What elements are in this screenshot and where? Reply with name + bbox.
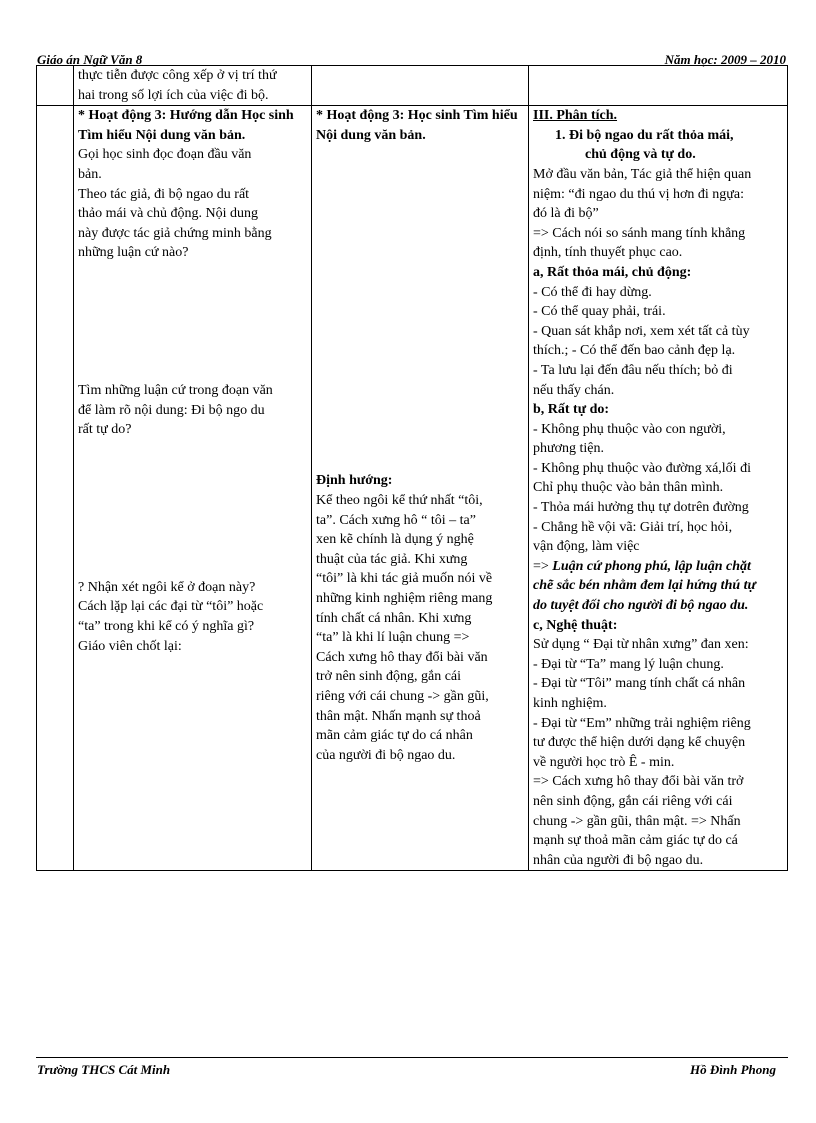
text-line: - Ta lưu lại đến đâu nếu thích; bỏ đi [533, 362, 733, 378]
text-line: “ta” trong khi kể có ý nghĩa gì? [78, 618, 255, 634]
conclusion-text: do tuyệt đối cho người đi bộ ngao du. [533, 598, 749, 614]
text-line: nên sinh động, gắn cái riêng với cái [533, 793, 733, 809]
header-left: Giáo án Ngữ Văn 8 [37, 52, 143, 67]
text-line: - Chẳng hề vội vã: Giải trí, học hỏi, [533, 519, 733, 535]
text-line: => Cách xưng hô thay đổi bài văn trở [533, 774, 744, 790]
footer-right: Hồ Đình Phong [690, 1062, 776, 1077]
text-line: để làm rõ nội dung: Đi bộ ngo du [78, 402, 265, 418]
margin-cell [37, 106, 74, 871]
text-line: - Thỏa mái hưởng thụ tự dotrên đường [533, 500, 749, 516]
text-line: Tìm những luận cứ trong đoạn văn [78, 382, 273, 398]
subsection-title-cont: chủ động và tự do. [585, 147, 696, 163]
conclusion-text: chẽ sắc bén nhằm đem lại hứng thú tự [533, 578, 756, 594]
text-line: những luận cứ nào? [78, 245, 189, 261]
text-line: “ta” là khi lí luận chung => [316, 630, 470, 646]
text-line: Chỉ phụ thuộc vào bản thân mình. [533, 480, 724, 496]
text-line: những kinh nghiệm riêng mang [316, 590, 493, 606]
text-line: riêng với cái chung -> gần gũi, [316, 688, 489, 704]
text-line: Kể theo ngôi kể thứ nhất “tôi, [316, 492, 483, 508]
text-line: của người đi bộ ngao du. [316, 747, 456, 763]
text-line: tính chất cá nhân. Khi xưng [316, 610, 472, 626]
text-line: - Có thể quay phải, trái. [533, 304, 666, 320]
text-line: tư được thể hiện dưới dạng kể chuyện [533, 735, 746, 751]
text-line: vận động, làm việc [533, 539, 640, 555]
text-line: nếu thấy chán. [533, 382, 615, 398]
student-activity-cell [312, 106, 529, 871]
text-line: này được tác giả chứng minh bằng [78, 225, 272, 241]
footer-divider [36, 1057, 788, 1058]
text-line: hai trong số lợi ích của việc đi bộ. [78, 87, 269, 103]
text-line: xen kẽ chính là dụng ý nghệ [316, 532, 474, 548]
text-line: mãn cảm giác tự do cá nhân [316, 728, 473, 744]
conclusion-arrow: => [533, 558, 553, 574]
text-line: trở nên sinh động, gắn cái [316, 669, 462, 685]
text-line: bản. [78, 166, 102, 182]
text-line: kinh nghiệm. [533, 696, 607, 711]
content-cell [529, 66, 788, 106]
text-line: thực tiễn được công xếp ở vị trí thứ [78, 68, 277, 83]
text-line: nhân của người đi bộ ngao du. [533, 852, 704, 868]
point-b-title: b, Rất tự do: [533, 402, 610, 418]
table-row [37, 106, 788, 871]
footer-left: Trường THCS Cát Minh [37, 1062, 171, 1077]
conclusion-text: Luận cứ phong phú, lập luận chặt [552, 558, 751, 574]
teacher-activity-cell [74, 106, 312, 871]
point-a-title: a, Rất thỏa mái, chủ động: [533, 264, 692, 280]
point-c-title: c, Nghệ thuật: [533, 617, 618, 633]
section-title: III. Phân tích. [533, 108, 618, 124]
text-line: => Cách nói so sánh mang tính khẳng [533, 225, 746, 241]
text-line: Mở đầu văn bản, Tác giả thể hiện quan [533, 166, 752, 182]
text-line: Cách xưng hô thay đổi bài văn [316, 649, 488, 665]
text-line: rất tự do? [78, 422, 132, 438]
text-line: mạnh sự thoả mãn cảm giác tự do cá [533, 833, 738, 849]
orientation-title: Định hướng: [316, 473, 393, 489]
text-line: niệm: “đi ngao du thú vị hơn đi ngựa: [533, 186, 744, 202]
lesson-table [36, 65, 788, 871]
conclusion-line [533, 557, 783, 577]
text-line: - Đại từ “Em” những trải nghiệm riêng [533, 715, 751, 731]
table-row [37, 66, 788, 106]
text-line: Cách lặp lại các đại từ “tôi” hoặc [78, 599, 264, 615]
text-line: - Đại từ “Tôi” mang tính chất cá nhân [533, 676, 746, 692]
text-line: chung -> gần gũi, thân mật. => Nhấn [533, 813, 741, 829]
text-line: ta”. Cách xưng hô “ tôi – ta” [316, 512, 476, 528]
activity-heading: * Hoạt động 3: Hướng dẫn Học sinh Tìm hiểu Nội dung văn bản. [78, 108, 294, 143]
text-line: Theo tác giả, đi bộ ngao du rất [78, 186, 250, 202]
text-line: - Không phụ thuộc vào con người, [533, 421, 726, 437]
text-line: thuật của tác giả. Khi xưng [316, 551, 468, 567]
text-line: - Quan sát khắp nơi, xem xét tất cả tùy [533, 323, 750, 339]
student-activity-cell [312, 66, 529, 106]
text-line: Sử dụng “ Đại từ nhân xưng” đan xen: [533, 637, 749, 653]
text-line: định, tính thuyết phục cao. [533, 245, 683, 261]
header-right: Năm học: 2009 – 2010 [664, 52, 786, 67]
subsection-title: 1. Đi bộ ngao du rất thỏa mái, [555, 127, 734, 143]
text-line: - Không phụ thuộc vào đường xá,lối đi [533, 460, 751, 476]
text-line: “tôi” là khi tác giả muốn nói về [316, 571, 493, 587]
activity-heading: * Hoạt động 3: Học sinh Tìm hiểu Nội dung văn bản. [316, 108, 518, 143]
teacher-activity-cell [74, 66, 312, 106]
text-line: thảo mái và chủ động. Nội dung [78, 206, 259, 222]
margin-cell [37, 66, 74, 106]
text-line: phương tiện. [533, 441, 604, 457]
text-line: đó là đi bộ” [533, 206, 599, 222]
text-line: Giáo viên chốt lại: [78, 638, 182, 654]
text-line: thân mật. Nhấn mạnh sự thoả [316, 708, 481, 724]
text-line: thích.; - Có thể đến bao cảnh đẹp lạ. [533, 343, 736, 359]
text-line: - Đại từ “Ta” mang lý luận chung. [533, 656, 724, 672]
text-line: ? Nhận xét ngôi kể ở đoạn này? [78, 579, 256, 595]
content-cell [529, 106, 788, 871]
text-line: Gọi học sinh đọc đoạn đầu văn [78, 147, 252, 163]
text-line: về người học trò Ê - min. [533, 754, 675, 770]
text-line: - Có thể đi hay dừng. [533, 284, 652, 300]
